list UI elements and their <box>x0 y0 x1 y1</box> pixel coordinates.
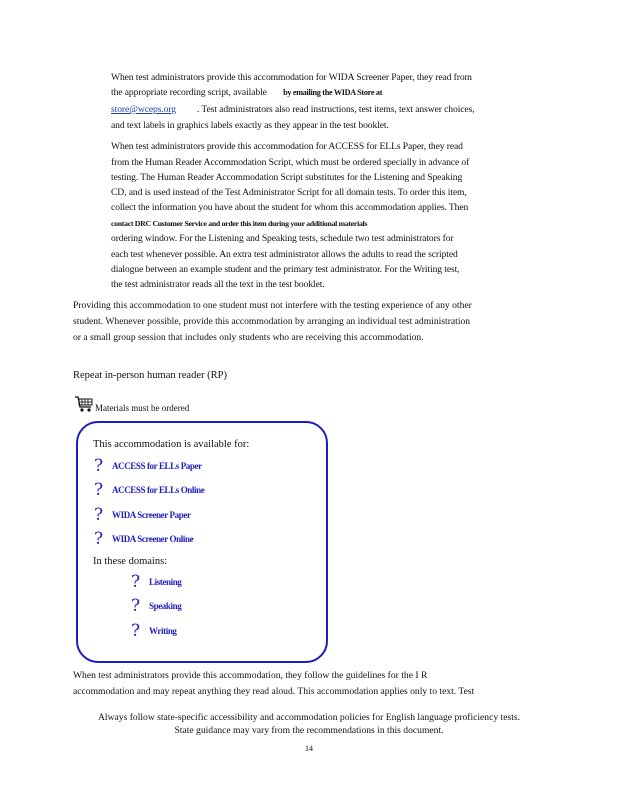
materials-note-text: Materials must be ordered <box>95 403 190 413</box>
paragraph-1-line-1: Providing this accommodation to one student must not interfere with the testing experience of any other <box>73 300 472 311</box>
bullet-1-line-1: When test administrators provide this accommodation for WIDA Screener Paper, they read from <box>111 72 472 83</box>
bullet-1-line-4: and text labels in graphics labels exactly as they appear in the test booklet. <box>111 120 389 131</box>
bullet-1-line-2 <box>111 87 382 99</box>
test-option-access-online <box>94 480 204 500</box>
footer-line-1: Always follow state-specific accessibility and accommodation policies for English language proficiency tests. <box>98 712 520 723</box>
domain-label: Speaking <box>149 601 182 611</box>
domain-speaking <box>131 596 181 616</box>
bullet-2-line-4: CD, and is used instead of the Test Administrator Script for all domain tests. To order this item, <box>111 187 467 198</box>
test-option-label: WIDA Screener Online <box>112 534 194 544</box>
footer-line-2: State guidance may vary from the recommendations in this document. <box>174 725 444 736</box>
domain-label: Listening <box>149 577 182 587</box>
test-option-label: ACCESS for ELLs Online <box>112 485 205 495</box>
question-mark-icon: ? <box>131 621 141 641</box>
shopping-cart-icon <box>74 395 94 413</box>
question-mark-icon: ? <box>131 596 141 616</box>
domain-writing <box>131 621 177 641</box>
test-option-screener-online <box>94 529 193 549</box>
question-mark-icon: ? <box>94 456 104 476</box>
bullet-2-line-7: ordering window. For the Listening and Speaking tests, schedule two test administrators for <box>111 233 454 244</box>
bullet-2-line-2: from the Human Reader Accommodation Script, which must be ordered specially in advance of <box>111 157 470 168</box>
materials-note <box>74 395 189 413</box>
bullet-2-line-1: When test administrators provide this accommodation for ACCESS for ELLs Paper, they read <box>111 141 463 152</box>
test-option-label: ACCESS for ELLs Paper <box>112 461 202 471</box>
paragraph-2-line-2: accommodation and may repeat anything they read aloud. This accommodation applies only to text. Test <box>73 686 475 697</box>
question-mark-icon: ? <box>94 529 104 549</box>
paragraph-1-line-2: student. Whenever possible, provide this accommodation by arranging an individual test administration <box>73 316 471 327</box>
paragraph-2-line-1: When test administrators provide this accommodation, they follow the guidelines for the I R <box>73 670 428 681</box>
paragraph-1-line-3: or a small group session that includes only students who are receiving this accommodation. <box>73 332 424 343</box>
test-option-label: WIDA Screener Paper <box>112 510 191 520</box>
bullet-2-line-8: each test whenever possible. An extra test administrator allows the adults to read the scripted <box>111 249 458 260</box>
domains-title: In these domains: <box>93 556 168 567</box>
bullet-1-emailing-text: by emailing the WIDA Store at <box>283 88 383 97</box>
bullet-2-line-3: testing. The Human Reader Accommodation Script substitutes for the Listening and Speaking <box>111 172 463 183</box>
page-number: 14 <box>305 744 313 753</box>
store-email-link[interactable]: store@wceps.org <box>111 104 176 115</box>
bullet-marker <box>90 142 98 153</box>
question-mark-icon: ? <box>94 480 104 500</box>
bullet-2-line-5: collect the information you have about the student for whom this accommodation applies. Then <box>111 202 469 213</box>
bullet-1-line-3-text: . Test administrators also read instructions, test items, text answer choices, <box>197 104 475 115</box>
bullet-1-line-2-text: the appropriate recording script, available <box>111 87 267 98</box>
section-heading: Repeat in-person human reader (RP) <box>73 370 227 381</box>
bullet-1-line-3 <box>111 104 475 116</box>
domain-label: Writing <box>149 626 177 636</box>
domain-listening <box>131 572 181 592</box>
bullet-2-line-10: the test administrator reads all the text in the test booklet. <box>111 279 325 290</box>
question-mark-icon: ? <box>94 505 104 525</box>
question-mark-icon: ? <box>131 572 141 592</box>
test-option-screener-paper <box>94 505 191 525</box>
availability-title: This accommodation is available for: <box>93 439 250 450</box>
bullet-marker <box>90 73 98 84</box>
test-option-access-paper <box>94 456 202 476</box>
bullet-2-line-6: contact DRC Customer Service and order this item during your additional materials <box>111 219 368 228</box>
bullet-2-line-9: dialogue between an example student and the primary test administrator. For the Writing test, <box>111 264 460 275</box>
